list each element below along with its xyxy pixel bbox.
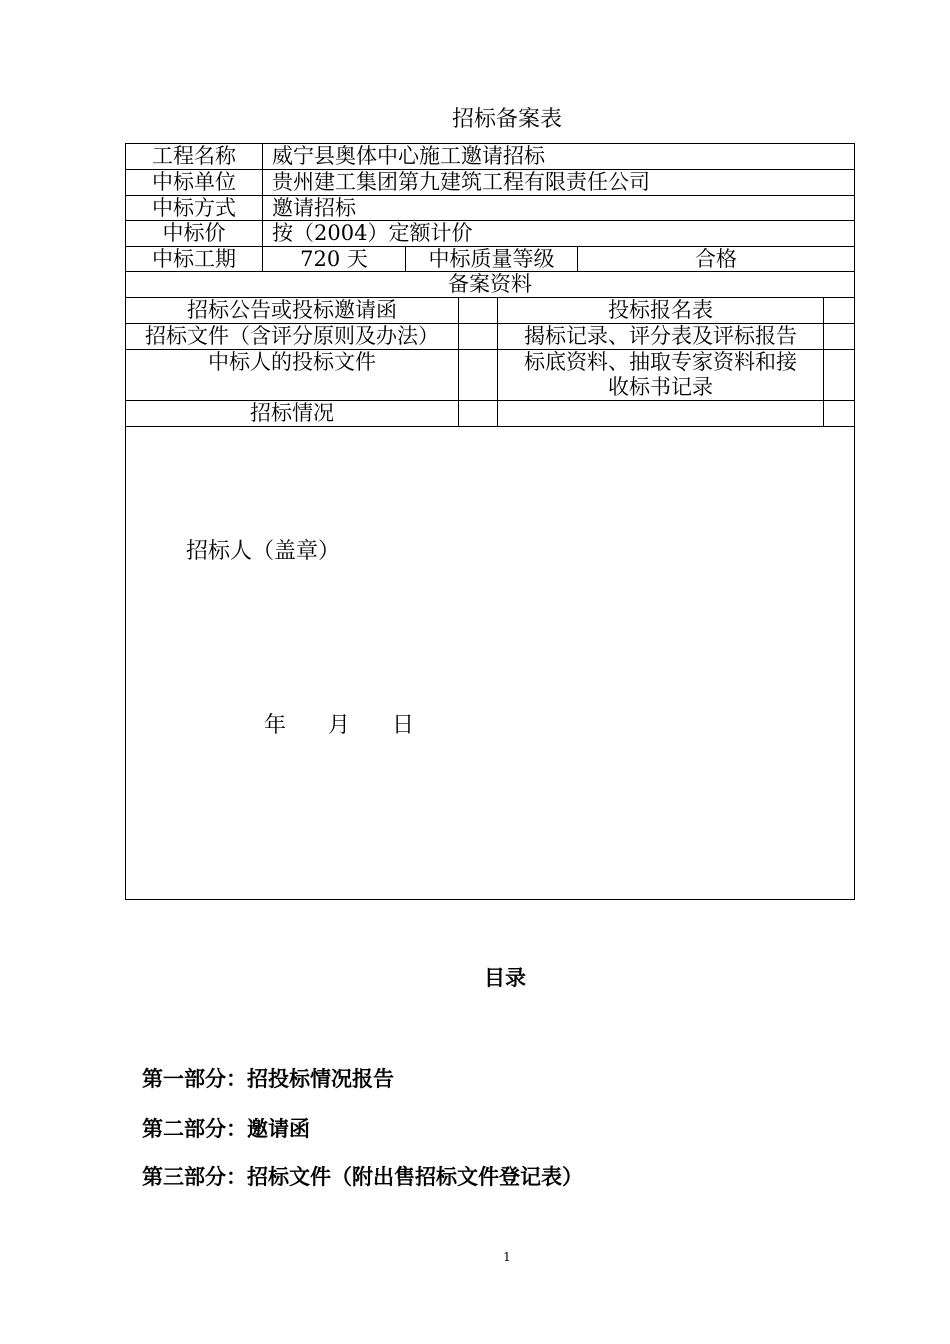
record-tender-docs: 招标文件（含评分原则及办法） [145,324,439,348]
toc-title: 目录 [484,966,526,990]
winner-label: 中标单位 [152,170,236,194]
price-value: 按（2004）定额计价 [272,221,473,245]
project-name-label: 工程名称 [152,144,236,168]
date-year: 年 [264,713,287,738]
record-winner-bid: 中标人的投标文件 [208,350,376,374]
period-value: 720 天 [300,247,368,271]
date-day: 日 [392,713,415,738]
records-header: 备案资料 [448,272,532,296]
project-name-value: 威宁县奥体中心施工邀请招标 [272,144,545,168]
record-base-price-line1: 标底资料、抽取专家资料和接 [524,350,797,374]
toc-item-2: 第二部分：邀请函 [142,1117,310,1141]
toc-item-1: 第一部分：招投标情况报告 [142,1067,394,1091]
toc-item-3: 第三部分：招标文件（附出售招标文件登记表） [142,1165,583,1189]
method-value: 邀请招标 [272,196,356,220]
period-label: 中标工期 [152,247,236,271]
seal-label: 招标人（盖章） [186,539,341,564]
record-announcement: 招标公告或投标邀请函 [187,298,397,322]
record-registration: 投标报名表 [608,298,713,322]
record-evaluation: 揭标记录、评分表及评标报告 [524,324,797,348]
form-title: 招标备案表 [451,107,562,132]
quality-value: 合格 [695,247,737,271]
date-month: 月 [328,713,351,738]
quality-label: 中标质量等级 [428,247,555,271]
price-label: 中标价 [162,221,226,245]
page-number: 1 [503,1250,511,1264]
record-base-price-line2: 收标书记录 [608,375,713,399]
method-label: 中标方式 [152,196,236,220]
winner-value: 贵州建工集团第九建筑工程有限责任公司 [272,170,650,194]
record-tender-status: 招标情况 [250,401,334,425]
